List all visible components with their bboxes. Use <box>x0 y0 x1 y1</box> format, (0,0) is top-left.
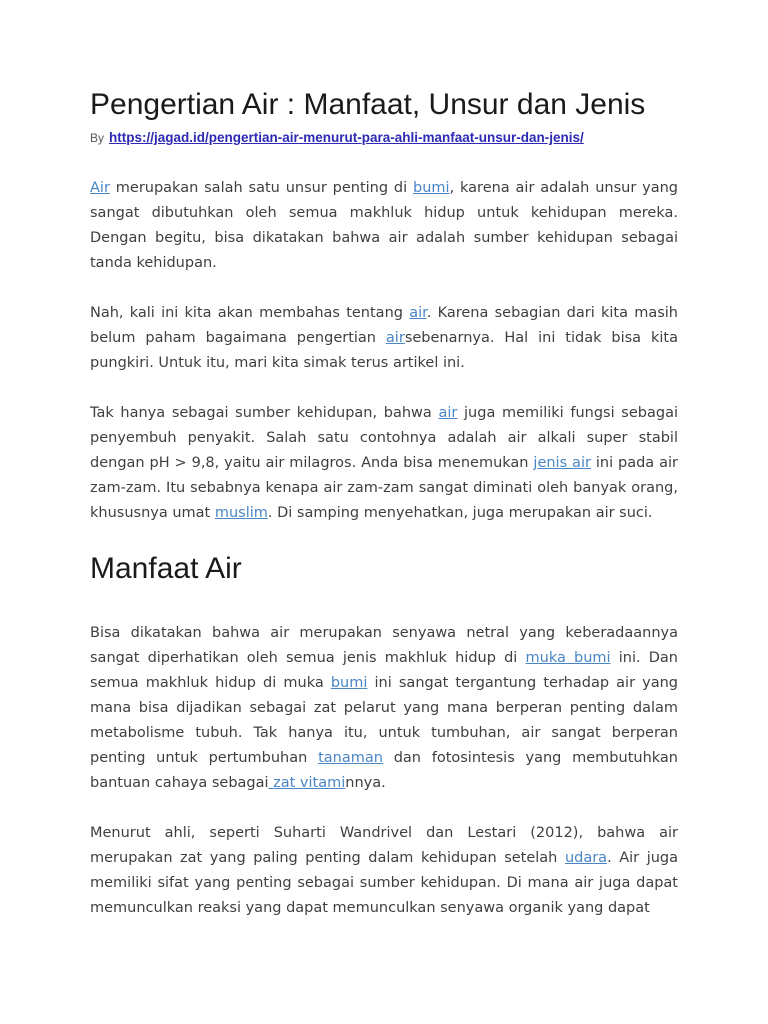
inline-link[interactable]: muslim <box>214 505 268 521</box>
inline-link[interactable]: jenis air <box>533 455 591 471</box>
byline-prefix: By <box>90 131 105 145</box>
inline-link[interactable]: air <box>409 305 427 321</box>
inline-link[interactable]: udara <box>564 850 608 866</box>
byline <box>90 129 678 147</box>
paragraph: Bisa dikatakan bahwa air merupakan senyawa netral yang keberadaannya sangat diperhatikan oleh semua jenis makhluk hidup di muka bumi ini. Dan semua makhluk hidup di muka bumi ini sangat tergantung terhadap air yang mana bisa dijadikan sebagai zat pelarut yang mana berperan penting dalam metabolisme tubuh. Tak hanya itu, untuk tumbuhan, air sangat berperan penting untuk pertumbuhan tanaman dan fotosintesis yang membutuhkan bantuan cahaya sebagai zat vitaminnya. <box>90 625 679 791</box>
paragraph: Nah, kali ini kita akan membahas tentang air. Karena sebagian dari kita masih belum paham bagaimana pengertian airsebenarnya. Hal ini tidak bisa kita pungkiri. Untuk itu, mari kita simak terus artikel ini. <box>90 305 678 371</box>
inline-link[interactable]: muka bumi <box>525 650 611 666</box>
inline-link[interactable]: bumi <box>330 675 368 691</box>
article-body <box>90 176 678 921</box>
inline-link[interactable]: bumi <box>413 180 450 196</box>
inline-link[interactable]: air <box>438 405 458 421</box>
section-heading: Manfaat Air <box>90 552 242 585</box>
paragraph: Menurut ahli, seperti Suharti Wandrivel dan Lestari (2012), bahwa air merupakan zat yang paling penting dalam kehidupan setelah udara. Air juga memiliki sifat yang penting sebagai sumber kehidupan. Di mana air juga dapat memunculkan reaksi yang dapat memunculkan senyawa organik yang dapat <box>90 825 679 916</box>
inline-link[interactable]: zat vitami <box>268 775 346 791</box>
paragraph: Tak hanya sebagai sumber kehidupan, bahwa air juga memiliki fungsi sebagai penyembuh penyakit. Salah satu contohnya adalah air alkali super stabil dengan pH > 9,8, yaitu air milagros. Anda bisa menemukan jenis air ini pada air zam-zam. Itu sebabnya kenapa air zam-zam sangat diminati oleh banyak orang, khususnya umat muslim. Di samping menyehatkan, juga merupakan air suci. <box>90 405 678 521</box>
inline-link[interactable]: air <box>385 330 405 346</box>
inline-link[interactable]: Air <box>90 180 110 196</box>
paragraph: Air merupakan salah satu unsur penting di bumi, karena air adalah unsur yang sangat dibutuhkan oleh semua makhluk hidup untuk kehidupan mereka. Dengan begitu, bisa dikatakan bahwa air adalah sumber kehidupan sebagai tanda kehidupan. <box>90 180 678 271</box>
source-url-link[interactable]: https://jagad.id/pengertian-air-menurut-para-ahli-manfaat-unsur-dan-jenis/ <box>109 130 584 145</box>
inline-link[interactable]: tanaman <box>318 750 383 766</box>
page-title: Pengertian Air : Manfaat, Unsur dan Jenis <box>90 88 646 121</box>
